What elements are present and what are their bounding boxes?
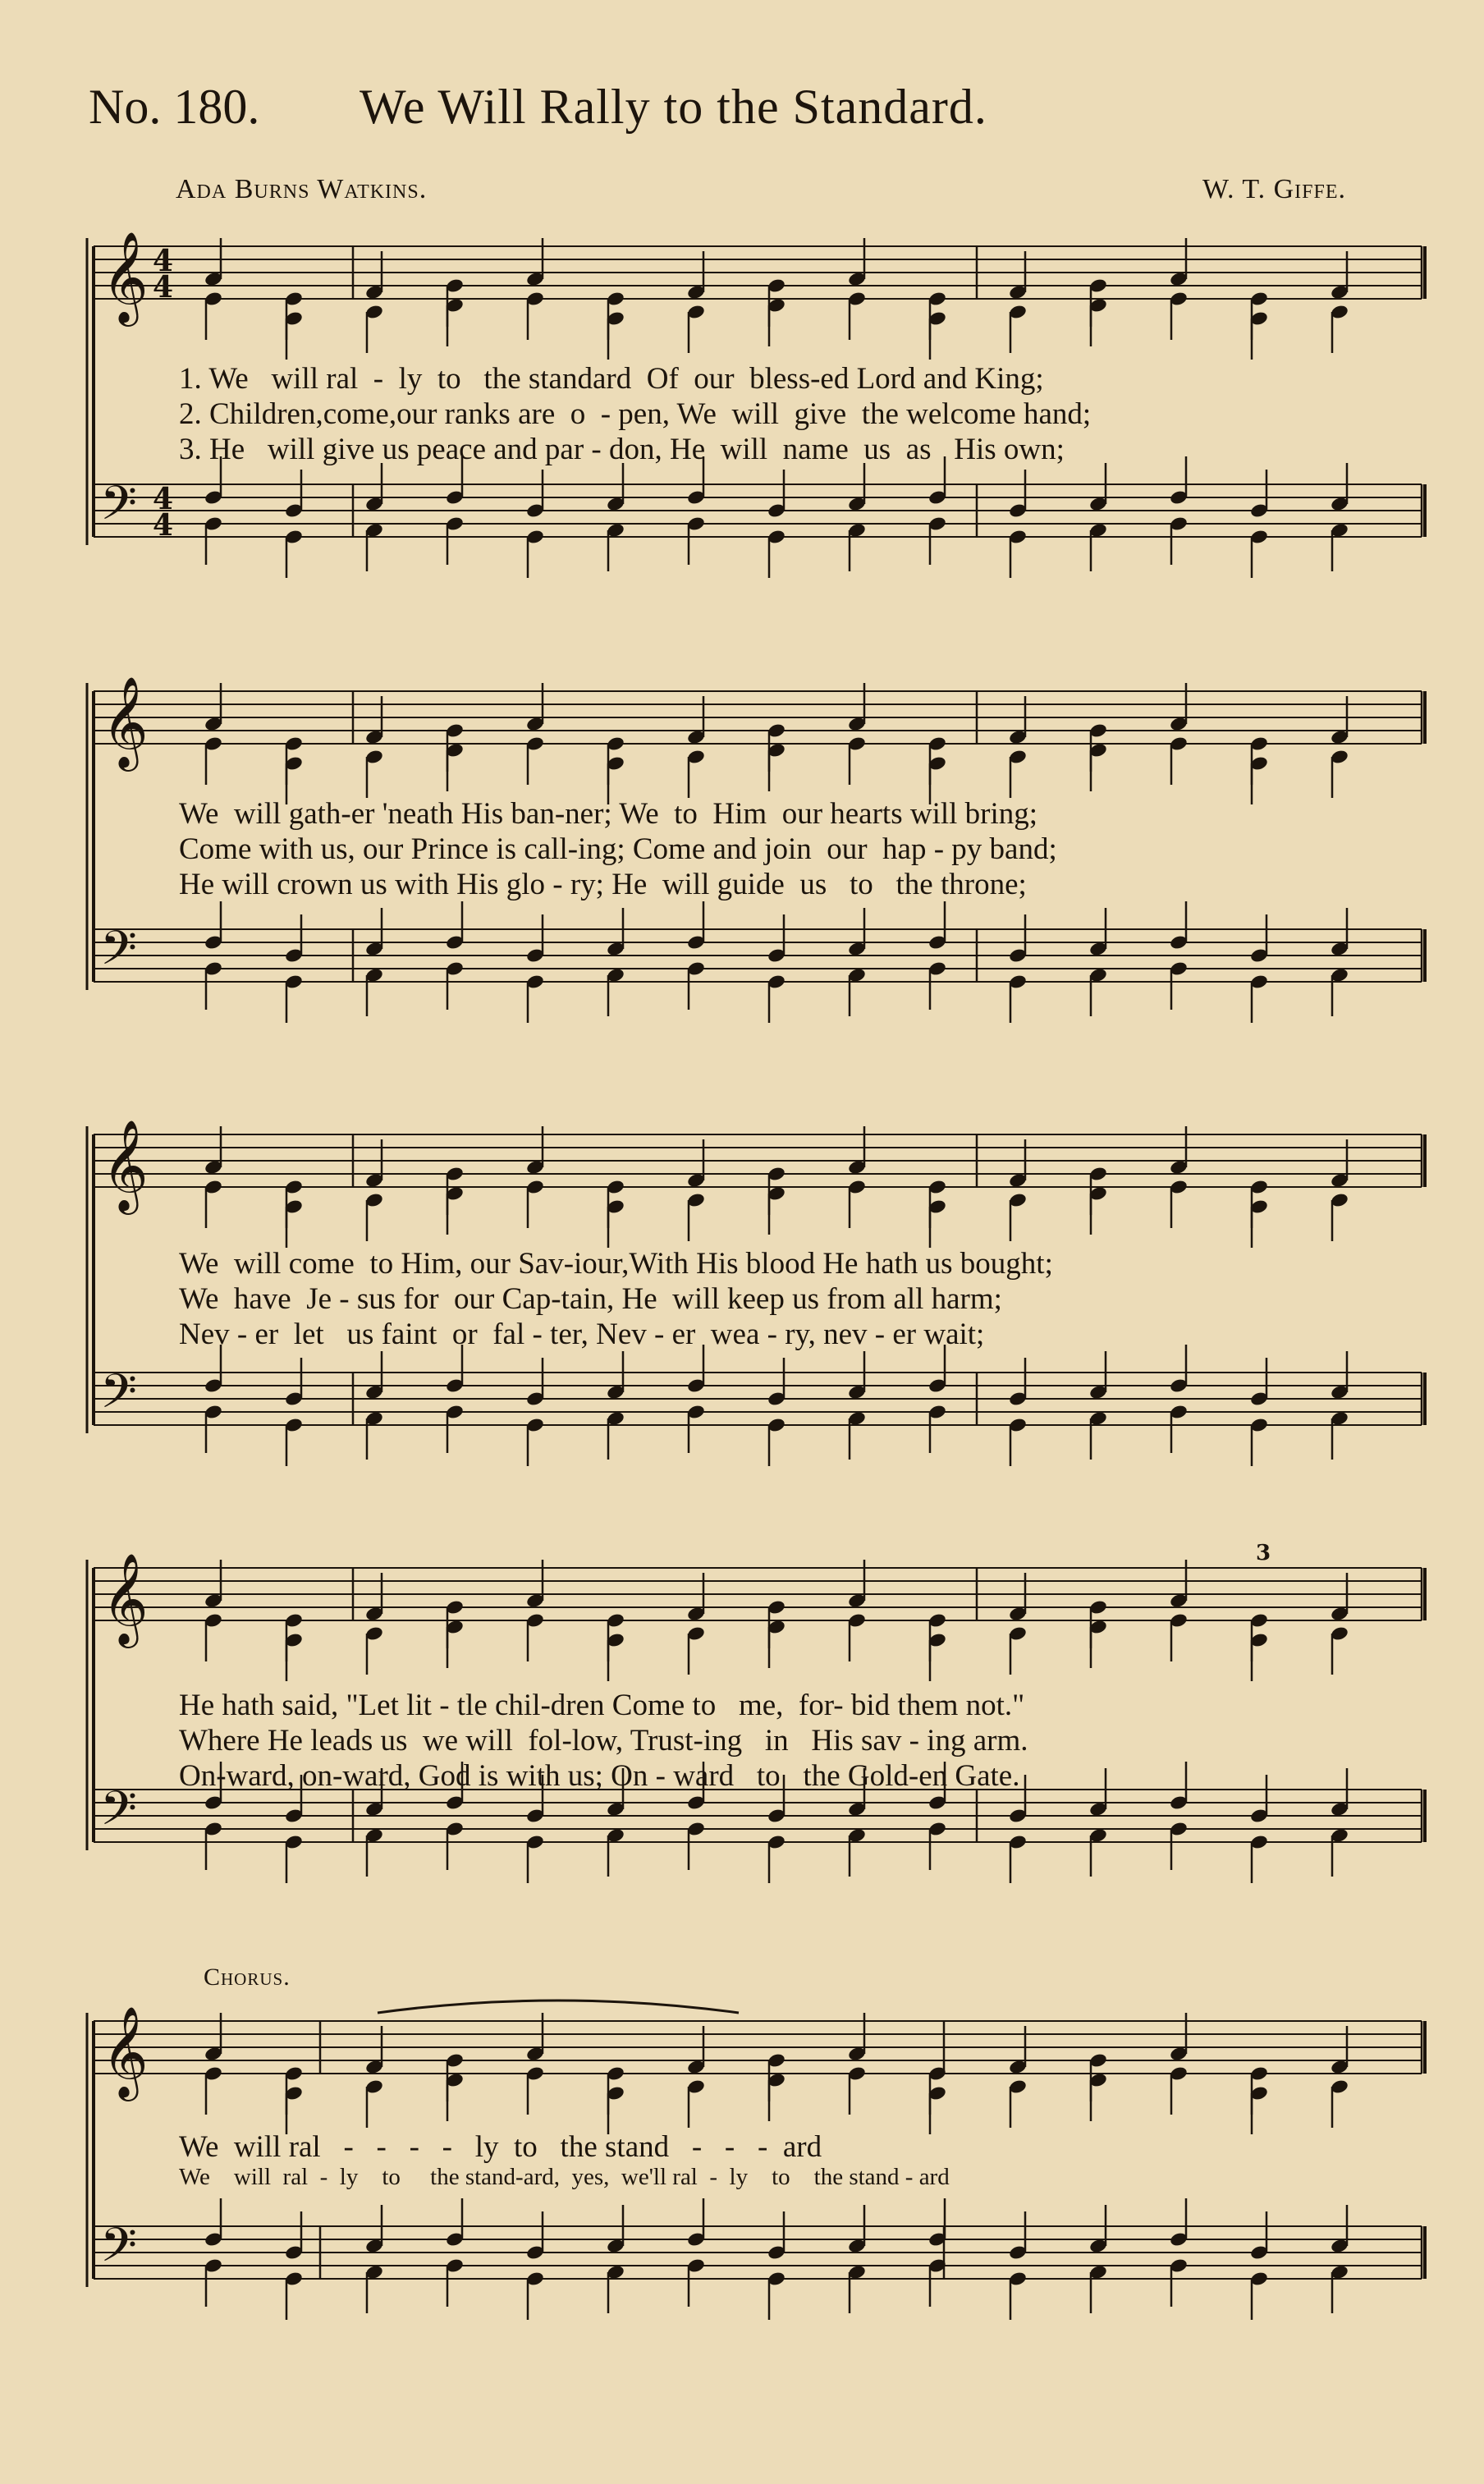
note-head [364,2264,384,2313]
note-head [525,238,545,287]
note-head [284,1834,304,1883]
note-head [847,2065,867,2115]
note-head [847,1560,867,1609]
note-head [1008,749,1028,798]
note-head [525,2211,545,2261]
note-head [847,1126,867,1176]
lyric-line: 3. He will give us peace and par - don, He will name us as His own; [179,433,1065,466]
treble-staff [94,2021,1422,2074]
note-head [928,1404,947,1453]
note-head [606,2205,625,2254]
note-head [686,696,706,745]
note-head [284,974,304,1023]
note-head [1330,1573,1349,1622]
note-head [1169,2065,1189,2115]
note-head [445,901,465,951]
note-head [204,2198,223,2248]
note-head [525,1612,545,1661]
note-head [928,2257,947,2307]
time-signature: 4 [153,508,174,543]
note-head [525,1358,545,1407]
note-head [284,529,304,578]
note-head [767,1619,786,1668]
note-head [1330,1139,1349,1189]
note-head [525,736,545,785]
note-head [686,1625,706,1675]
note-head [284,914,304,964]
chorus-label: Chorus. [204,1964,291,1991]
note-head [606,1410,625,1460]
note-head [1330,967,1349,1016]
note-head [1330,1625,1349,1675]
music-system-chorus [82,1996,1428,2341]
time-signature: 4 [153,270,174,305]
note-head [445,1821,465,1870]
hymn-header [89,79,987,135]
note-head [204,736,223,785]
note-head [1169,1560,1189,1609]
note-head [1169,1821,1189,1870]
note-head [204,1179,223,1228]
lyric-line: We will come to Him, our Sav-iour,With His blood He hath us bought; [179,1247,1053,1281]
note-head [767,529,786,578]
note-head [847,736,867,785]
note-head [928,901,947,951]
note-head [928,960,947,1010]
note-head [1008,251,1028,300]
bass-clef-icon: 𝄢 [100,2217,138,2285]
note-head [204,2257,223,2307]
note-head [686,1821,706,1870]
note-head [1330,2264,1349,2313]
note-head [284,470,304,519]
lyric-line: Where He leads us we will fol-low, Trust-ing in His sav - ing arm. [179,1724,1028,1758]
note-head [767,1417,786,1466]
note-head [767,914,786,964]
note-head [1088,2072,1108,2121]
note-head [284,2085,304,2134]
note-head [686,749,706,798]
note-head [686,1139,706,1189]
note-head [606,1827,625,1877]
note-head [525,1417,545,1466]
note-head [364,251,384,300]
note-head [525,2271,545,2320]
note-head [847,1410,867,1460]
note-head [204,1126,223,1176]
treble-staff [94,246,1422,299]
lyrics-system-2 [179,796,1484,902]
note-head [364,463,384,512]
note-head [606,2264,625,2313]
treble-clef-icon: 𝄞 [102,1552,149,1644]
note-head [284,2211,304,2261]
lyrics-system-3 [179,1246,1484,1352]
note-head [204,1612,223,1661]
note-head [686,1192,706,1241]
lyrics-chorus [179,2129,1484,2192]
note-head [445,2257,465,2307]
treble-staff [94,691,1422,744]
note-head [284,2271,304,2320]
note-head [1249,1417,1269,1466]
treble-clef-icon: 𝄞 [102,2005,149,2097]
note-head [1249,470,1269,519]
note-head [606,463,625,512]
author-credit: Ada Burns Watkins. [176,174,428,204]
note-head [1169,960,1189,1010]
lyric-line: 2. Children,come,our ranks are o - pen, We will give the welcome hand; [179,397,1092,431]
note-head [445,297,465,346]
bass-clef-icon: 𝄢 [100,920,138,988]
note-head [204,2065,223,2115]
note-head [284,310,304,360]
note-head [686,2198,706,2248]
note-head [767,297,786,346]
time-signature: 4 [153,482,174,516]
note-head [525,2065,545,2115]
lyric-line: Come with us, our Prince is call-ing; Come and join our hap - py band; [179,832,1057,866]
note-head [1330,2205,1349,2254]
note-head [606,967,625,1016]
tie-slur [378,2000,739,2013]
note-head [928,1821,947,1870]
note-head [847,238,867,287]
note-head [606,2085,625,2134]
note-head [1330,304,1349,353]
bass-clef-icon: 𝄢 [100,475,138,543]
note-head [1169,1179,1189,1228]
note-head [1008,1625,1028,1675]
note-head [606,908,625,957]
note-head [1249,1834,1269,1883]
note-head [1008,470,1028,519]
note-head [686,1404,706,1453]
note-head [1008,1834,1028,1883]
lyrics-system-1 [179,361,1484,467]
note-head [1088,2264,1108,2313]
note-head [686,1573,706,1622]
note-head [1330,2026,1349,2075]
note-head [204,516,223,565]
note-head [525,974,545,1023]
note-head [1330,463,1349,512]
note-head [1008,914,1028,964]
note-head [1330,522,1349,571]
lyric-line: On-ward, on-ward, God is with us; On - ward to the Gold-en Gate. [179,1759,1020,1793]
note-head [364,2026,384,2075]
note-head [928,310,947,360]
note-head [1088,908,1108,957]
note-head [1330,1410,1349,1460]
note-head [1008,1358,1028,1407]
note-head [1249,914,1269,964]
note-head [445,742,465,791]
note-head [1169,736,1189,785]
note-head [847,463,867,512]
lyric-line: We will gath-er 'neath His ban-ner; We to Him our hearts will bring; [179,797,1038,831]
note-head [847,1612,867,1661]
note-head [364,1410,384,1460]
note-head [686,251,706,300]
lyric-line: We will ral - ly to the stand-ard, yes, we'll ral - ly to the stand - ard [179,2164,950,2190]
note-head [204,1404,223,1453]
note-head [364,1827,384,1877]
treble-staff [94,1568,1422,1620]
note-head [364,908,384,957]
note-head [525,914,545,964]
note-head [1169,1612,1189,1661]
note-head [1008,2078,1028,2128]
note-head [364,1573,384,1622]
treble-staff [94,1134,1422,1187]
note-head [1008,696,1028,745]
note-head [525,1126,545,1176]
treble-clef-icon: 𝄞 [102,1119,149,1211]
note-head [1008,2026,1028,2075]
note-head [284,1417,304,1466]
note-head [1088,742,1108,791]
note-head [445,2198,465,2248]
note-head [1249,529,1269,578]
note-head [525,1179,545,1228]
note-head [1169,291,1189,340]
note-head [1249,974,1269,1023]
music-system-2 [82,667,1428,1044]
note-head [1330,1351,1349,1400]
note-head [1169,2198,1189,2248]
note-head [1088,1827,1108,1877]
note-head [767,1185,786,1235]
note-head [1088,522,1108,571]
note-head [445,516,465,565]
composer-credit: W. T. Giffe. [1202,174,1346,204]
note-head [928,2198,947,2248]
note-head [1249,2271,1269,2320]
note-head [204,291,223,340]
note-head [1249,1358,1269,1407]
note-head [767,742,786,791]
note-head [204,960,223,1010]
lyric-line: We have Je - sus for our Cap-tain, He will keep us from all harm; [179,1282,1002,1316]
note-head [364,696,384,745]
note-head [767,2271,786,2320]
note-head [606,1351,625,1400]
note-head [364,2078,384,2128]
note-head [445,1619,465,1668]
triplet-mark: 3 [1256,1543,1271,1565]
note-head [1330,908,1349,957]
hymn-title: We Will Rally to the Standard. [360,80,987,134]
note-head [1008,1192,1028,1241]
note-head [686,901,706,951]
note-head [364,1625,384,1675]
lyric-line: We will ral - - - - ly to the stand - - - ard [179,2130,822,2164]
note-head [606,1198,625,1248]
note-head [847,2205,867,2254]
note-head [204,683,223,732]
treble-clef-icon: 𝄞 [102,231,149,323]
note-head [686,304,706,353]
note-head [1330,251,1349,300]
lyric-line: He hath said, "Let lit - tle chil-dren Come to me, for- bid them not." [179,1689,1025,1722]
note-head [364,1139,384,1189]
note-head [1008,1573,1028,1622]
note-head [847,908,867,957]
note-head [686,2257,706,2307]
note-head [1088,297,1108,346]
note-head [1249,1632,1269,1681]
note-head [686,2026,706,2075]
note-head [1088,2205,1108,2254]
note-head [767,974,786,1023]
note-head [1330,696,1349,745]
note-head [767,1358,786,1407]
note-head [204,2013,223,2062]
note-head [364,304,384,353]
note-head [1249,2085,1269,2134]
note-head [525,683,545,732]
note-head [364,967,384,1016]
note-head [284,1358,304,1407]
note-head [1008,1139,1028,1189]
note-head [525,470,545,519]
note-head [847,1351,867,1400]
note-head [928,1632,947,1681]
lyrics-system-4 [179,1688,1484,1794]
lyric-line: 1. We will ral - ly to the standard Of our bless-ed Lord and King; [179,362,1044,396]
note-head [284,1198,304,1248]
music-system-4 [82,1543,1428,1937]
note-head [364,749,384,798]
note-head [847,1179,867,1228]
note-head [525,291,545,340]
note-head [445,960,465,1010]
music-system-1 [82,222,1428,599]
note-head [525,2013,545,2062]
note-head [847,1827,867,1877]
note-head [1169,1126,1189,1176]
note-head [928,1198,947,1248]
note-head [1169,1404,1189,1453]
bass-clef-icon: 𝄢 [100,1363,138,1431]
note-head [204,1560,223,1609]
note-head [1008,2271,1028,2320]
note-head [1008,2211,1028,2261]
note-head [1249,1198,1269,1248]
note-head [1169,683,1189,732]
note-head [525,529,545,578]
note-head [1330,2078,1349,2128]
note-head [686,2078,706,2128]
note-head [445,2072,465,2121]
note-head [606,310,625,360]
note-head [928,516,947,565]
note-head [1088,1185,1108,1235]
note-head [1008,304,1028,353]
note-head [445,1404,465,1453]
note-head [686,516,706,565]
note-head [847,2013,867,2062]
note-head [364,1351,384,1400]
note-head [1169,2013,1189,2062]
note-head [847,522,867,571]
note-head [1330,1192,1349,1241]
note-head [928,2085,947,2134]
note-head [847,291,867,340]
note-head [1088,1410,1108,1460]
note-head [767,470,786,519]
note-head [364,1192,384,1241]
note-head [1330,749,1349,798]
note-head [606,522,625,571]
note-head [847,2264,867,2313]
note-head [606,1632,625,1681]
note-head [525,1560,545,1609]
note-head [204,1821,223,1870]
note-head [1008,974,1028,1023]
note-head [204,901,223,951]
note-head [284,1632,304,1681]
note-head [1330,1827,1349,1877]
note-head [1088,463,1108,512]
bass-clef-icon: 𝄢 [100,1781,138,1848]
time-signature: 4 [153,244,174,278]
note-head [1249,2211,1269,2261]
lyric-line: He will crown us with His glo - ry; He will guide us to the throne; [179,868,1027,901]
note-head [525,1834,545,1883]
note-head [1008,529,1028,578]
note-head [1008,1417,1028,1466]
note-head [847,967,867,1016]
note-head [1169,516,1189,565]
music-system-3 [82,1110,1428,1487]
note-head [767,2211,786,2261]
note-head [1169,2257,1189,2307]
hymn-number: No. 180. [89,80,260,134]
note-head [364,522,384,571]
note-head [767,1834,786,1883]
note-head [686,960,706,1010]
note-head [1088,1619,1108,1668]
note-head [1088,1351,1108,1400]
note-head [1169,901,1189,951]
note-head [1249,310,1269,360]
note-head [1169,238,1189,287]
treble-clef-icon: 𝄞 [102,676,149,768]
note-head [204,238,223,287]
lyric-line: Nev - er let us faint or fal - ter, Nev - er wea - ry, nev - er wait; [179,1318,985,1351]
note-head [364,2205,384,2254]
note-head [847,683,867,732]
note-head [1088,967,1108,1016]
note-head [445,1185,465,1235]
note-head [767,2072,786,2121]
